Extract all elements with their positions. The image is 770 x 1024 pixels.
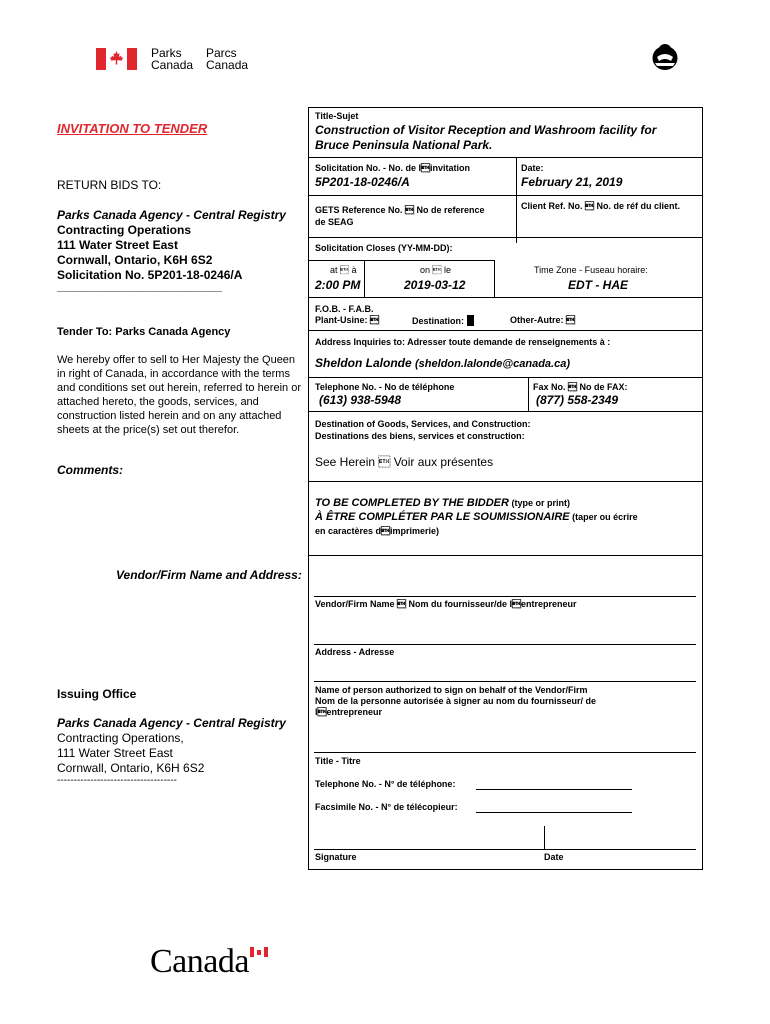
other-label: Other-Autre:  xyxy=(510,315,575,325)
sig-date-label: Date xyxy=(544,852,564,862)
authorized-name-field[interactable] xyxy=(314,722,696,753)
tel-sig-label: Telephone No. - N° de téléphone: xyxy=(315,779,456,789)
authorized-label xyxy=(315,685,596,718)
gets-label-line-1: GETS Reference No.  No de reference xyxy=(315,205,485,215)
at-value: 2:00 PM xyxy=(315,278,361,292)
contact-email: (sheldon.lalonde@canada.ca) xyxy=(415,358,570,370)
title-sig-label: Title - Titre xyxy=(315,756,361,766)
dest-goods-line-1: Destination of Goods, Services, and Construction: xyxy=(315,419,531,429)
inquiries-label: Address Inquiries to: Adresser toute demande de renseignements à : xyxy=(315,337,611,347)
vendor-address-label: Vendor/Firm Name and Address: xyxy=(116,568,302,582)
bidder-en: TO BE COMPLETED BY THE BIDDER xyxy=(315,497,509,509)
dest-goods-label xyxy=(315,418,531,442)
address-field[interactable] xyxy=(314,612,696,645)
vendor-name-field[interactable] xyxy=(314,565,696,597)
page-title: INVITATION TO TENDER xyxy=(57,121,208,136)
contact xyxy=(315,356,570,370)
fax-label: Fax No.  No de FAX: xyxy=(533,382,628,392)
tel-sig-field[interactable] xyxy=(476,778,632,790)
address-line: Solicitation No. 5P201-18-0246/A xyxy=(57,268,243,282)
address-line: 111 Water Street East xyxy=(57,238,178,252)
checked-box-icon xyxy=(467,315,474,326)
fob-label: F.O.B. - F.A.B. xyxy=(315,304,374,314)
parks-fr-2: Canada xyxy=(206,58,249,72)
signature-label: Signature xyxy=(315,852,357,862)
parks-fr-1: Parcs xyxy=(206,46,237,60)
offer-line: and conditions set out herein, referred to herein or xyxy=(57,382,301,394)
timezone-label: Time Zone - Fuseau horaire: xyxy=(534,265,648,275)
vendor-name-label: Vendor/Firm Name  Nom du fournisseur/de lentrepreneur xyxy=(315,599,577,609)
offer-text xyxy=(57,353,309,437)
fax-sig-row xyxy=(315,802,458,812)
contact-name: Sheldon Lalonde xyxy=(315,356,412,370)
offer-line: sheets at the price(s) set out therefor. xyxy=(57,424,240,436)
destination-label: Destination: xyxy=(412,316,467,326)
issuing-line: 111 Water Street East xyxy=(57,746,173,760)
at-label: at  à xyxy=(330,265,357,275)
address-line: Contracting Operations xyxy=(57,223,192,237)
gets-label xyxy=(315,204,485,228)
signature-field[interactable] xyxy=(314,826,696,850)
bidder-fr-note: (taper ou écrire xyxy=(569,512,638,522)
offer-line: in right of Canada, in accordance with the terms xyxy=(57,368,290,380)
bidder-heading xyxy=(315,496,700,538)
tel-sig-row xyxy=(315,779,455,789)
canada-flag-icon xyxy=(96,48,137,70)
parks-canada-en xyxy=(151,47,193,71)
on-label: on  le xyxy=(420,265,452,275)
wordmark-flag-icon xyxy=(250,947,268,957)
authorized-line-2: Nom de la personne autorisée à signer au nom du fournisseur/ de xyxy=(315,696,597,706)
authorized-line-1: Name of person authorized to sign on behalf of the Vendor/Firm xyxy=(315,685,588,695)
fax-sig-label: Facsimile No. - N° de télécopieur: xyxy=(315,802,458,812)
on-value: 2019-03-12 xyxy=(404,278,466,292)
address-field-2[interactable] xyxy=(314,658,696,682)
return-address xyxy=(57,208,307,291)
bidder-en-note: (type or print) xyxy=(508,498,570,508)
tender-to: Tender To: Parks Canada Agency xyxy=(57,326,231,338)
authorized-line-3: lentrepreneur xyxy=(315,707,383,717)
phone-value: (613) 938-5948 xyxy=(319,393,402,407)
address-line: Cornwall, Ontario, K6H 6S2 xyxy=(57,253,213,267)
issuing-line: Contracting Operations, xyxy=(57,731,184,745)
solicitation-label: Solicitation No. - No. de linvitation xyxy=(315,163,470,173)
return-bids-heading: RETURN BIDS TO: xyxy=(57,178,162,192)
gets-label-line-2: de SEAG xyxy=(315,217,354,227)
issuing-address xyxy=(57,716,307,786)
timezone-value: EDT - HAE xyxy=(568,278,628,292)
bidder-fr-note-2: en caractères dimprimerie) xyxy=(315,526,440,536)
offer-line: We hereby offer to sell to Her Majesty the Queen xyxy=(57,354,296,366)
dest-goods-line-2: Destinations des biens, services et construction: xyxy=(315,431,525,441)
plant-label: Plant-Usine:  xyxy=(315,315,380,325)
title-value xyxy=(315,123,656,153)
see-herein: See Herein  Voir aux présentes xyxy=(315,455,494,469)
beaver-logo-icon xyxy=(651,42,679,77)
issuing-registry: Parks Canada Agency - Central Registry xyxy=(57,716,286,730)
destination-checkbox[interactable] xyxy=(412,315,474,326)
address-rule: ___________________________ xyxy=(57,281,223,293)
date-label: Date: xyxy=(521,163,544,173)
phone-label: Telephone No. - No de téléphone xyxy=(315,382,455,392)
issuing-line: Cornwall, Ontario, K6H 6S2 xyxy=(57,761,205,775)
offer-line: construction listed herein and on any attached xyxy=(57,410,282,422)
title-value-line-1: Construction of Visitor Reception and Washroom facility for xyxy=(315,123,657,137)
fax-value: (877) 558-2349 xyxy=(536,393,619,407)
date-value: February 21, 2019 xyxy=(521,175,623,189)
comments-label: Comments: xyxy=(57,463,124,477)
parks-en-1: Parks xyxy=(151,46,182,60)
client-ref-label: Client Ref. No.  No. de réf du client. xyxy=(521,201,681,211)
solicitation-value: 5P201-18-0246/A xyxy=(315,175,410,189)
registry-name: Parks Canada Agency - Central Registry xyxy=(57,208,286,222)
parcs-canada-fr xyxy=(206,47,248,71)
fax-sig-field[interactable] xyxy=(476,801,632,813)
title-label: Title-Sujet xyxy=(315,111,359,121)
bidder-fr: À ÊTRE COMPLÉTER PAR LE SOUMISSIONAIRE xyxy=(315,511,570,523)
offer-line: attached hereto, the goods, services, and xyxy=(57,396,259,408)
closes-label: Solicitation Closes (YY-MM-DD): xyxy=(315,243,453,253)
canada-wordmark: Canada xyxy=(150,943,249,980)
parks-en-2: Canada xyxy=(151,58,194,72)
address-label: Address - Adresse xyxy=(315,647,395,657)
title-value-line-2: Bruce Peninsula National Park. xyxy=(315,138,493,152)
issuing-office-heading: Issuing Office xyxy=(57,687,137,701)
issuing-rule: ------------------------------------ xyxy=(57,775,177,786)
